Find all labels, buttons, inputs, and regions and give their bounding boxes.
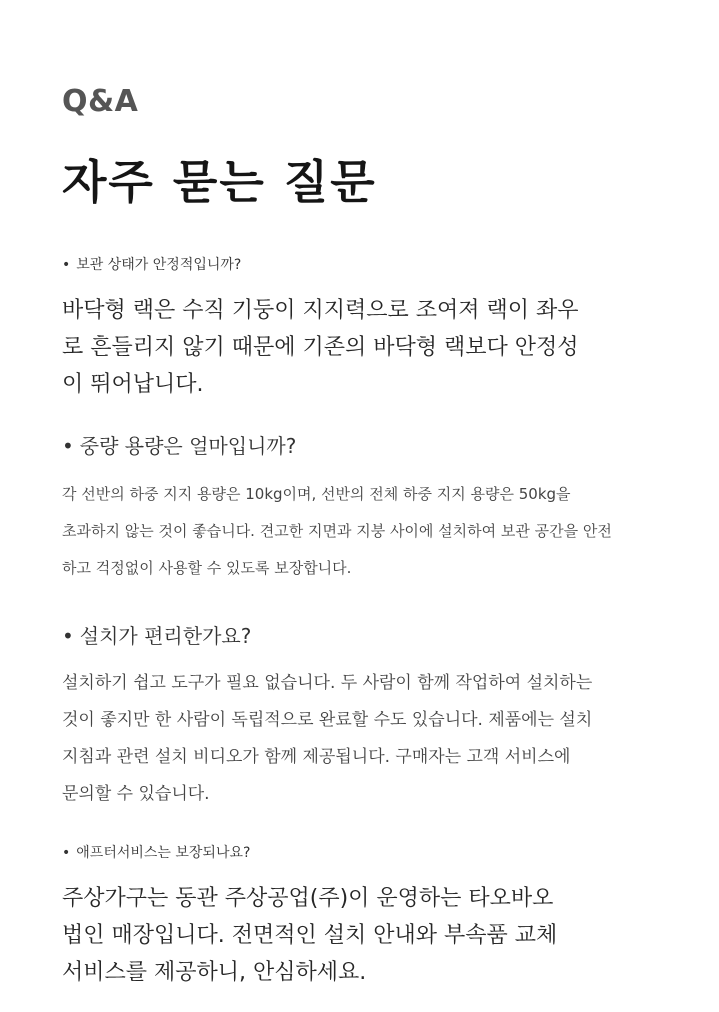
answer-line: 지침과 관련 설치 비디오가 함께 제공됩니다. 구매자는 고객 서비스에 bbox=[62, 747, 571, 767]
bullet: • bbox=[62, 257, 71, 273]
section-eyebrow: Q&A bbox=[62, 84, 139, 119]
faq-question-after-service bbox=[62, 842, 250, 862]
answer-line: 이 뛰어납니다. bbox=[62, 372, 204, 397]
faq-answer-weight-capacity bbox=[62, 476, 662, 587]
answer-line: 문의할 수 있습니다. bbox=[62, 784, 210, 804]
answer-line: 초과하지 않는 것이 좋습니다. 견고한 지면과 지붕 사이에 설치하여 보관 공간을 안전 bbox=[62, 522, 612, 540]
faq-answer-after-service bbox=[62, 880, 662, 991]
bullet: • bbox=[62, 845, 71, 861]
answer-line: 바닥형 랙은 수직 기둥이 지지력으로 조여져 랙이 좌우 bbox=[62, 298, 579, 323]
answer-line: 설치하기 쉽고 도구가 필요 없습니다. 두 사람이 함께 작업하여 설치하는 bbox=[62, 673, 593, 693]
faq-question-weight-capacity bbox=[62, 430, 296, 459]
question-text: 애프터서비스는 보장되나요? bbox=[76, 845, 251, 861]
answer-line: 하고 걱정없이 사용할 수 있도록 보장합니다. bbox=[62, 559, 352, 577]
answer-line: 것이 좋지만 한 사람이 독립적으로 완료할 수도 있습니다. 제품에는 설치 bbox=[62, 710, 593, 730]
faq-question-installation bbox=[62, 620, 251, 649]
answer-line: 법인 매장입니다. 전면적인 설치 안내와 부속품 교체 bbox=[62, 923, 558, 948]
answer-line: 서비스를 제공하니, 안심하세요. bbox=[62, 960, 367, 985]
faq-answer-storage-stability bbox=[62, 292, 662, 403]
bullet: • bbox=[62, 434, 74, 458]
bullet: • bbox=[62, 624, 74, 648]
answer-line: 주상가구는 동관 주상공업(주)이 운영하는 타오바오 bbox=[62, 886, 554, 911]
page-title: 자주 묻는 질문 bbox=[62, 155, 377, 209]
question-text: 보관 상태가 안정적입니까? bbox=[76, 257, 242, 273]
faq-answer-installation bbox=[62, 665, 662, 813]
faq-question-storage-stability bbox=[62, 254, 241, 274]
question-text: 중량 용량은 얼마입니까? bbox=[79, 434, 297, 458]
answer-line: 로 흔들리지 않기 때문에 기존의 바닥형 랙보다 안정성 bbox=[62, 335, 579, 360]
answer-line: 각 선반의 하중 지지 용량은 10kg이며, 선반의 전체 하중 지지 용량은 50kg을 bbox=[62, 485, 571, 503]
question-text: 설치가 편리한가요? bbox=[79, 624, 252, 648]
